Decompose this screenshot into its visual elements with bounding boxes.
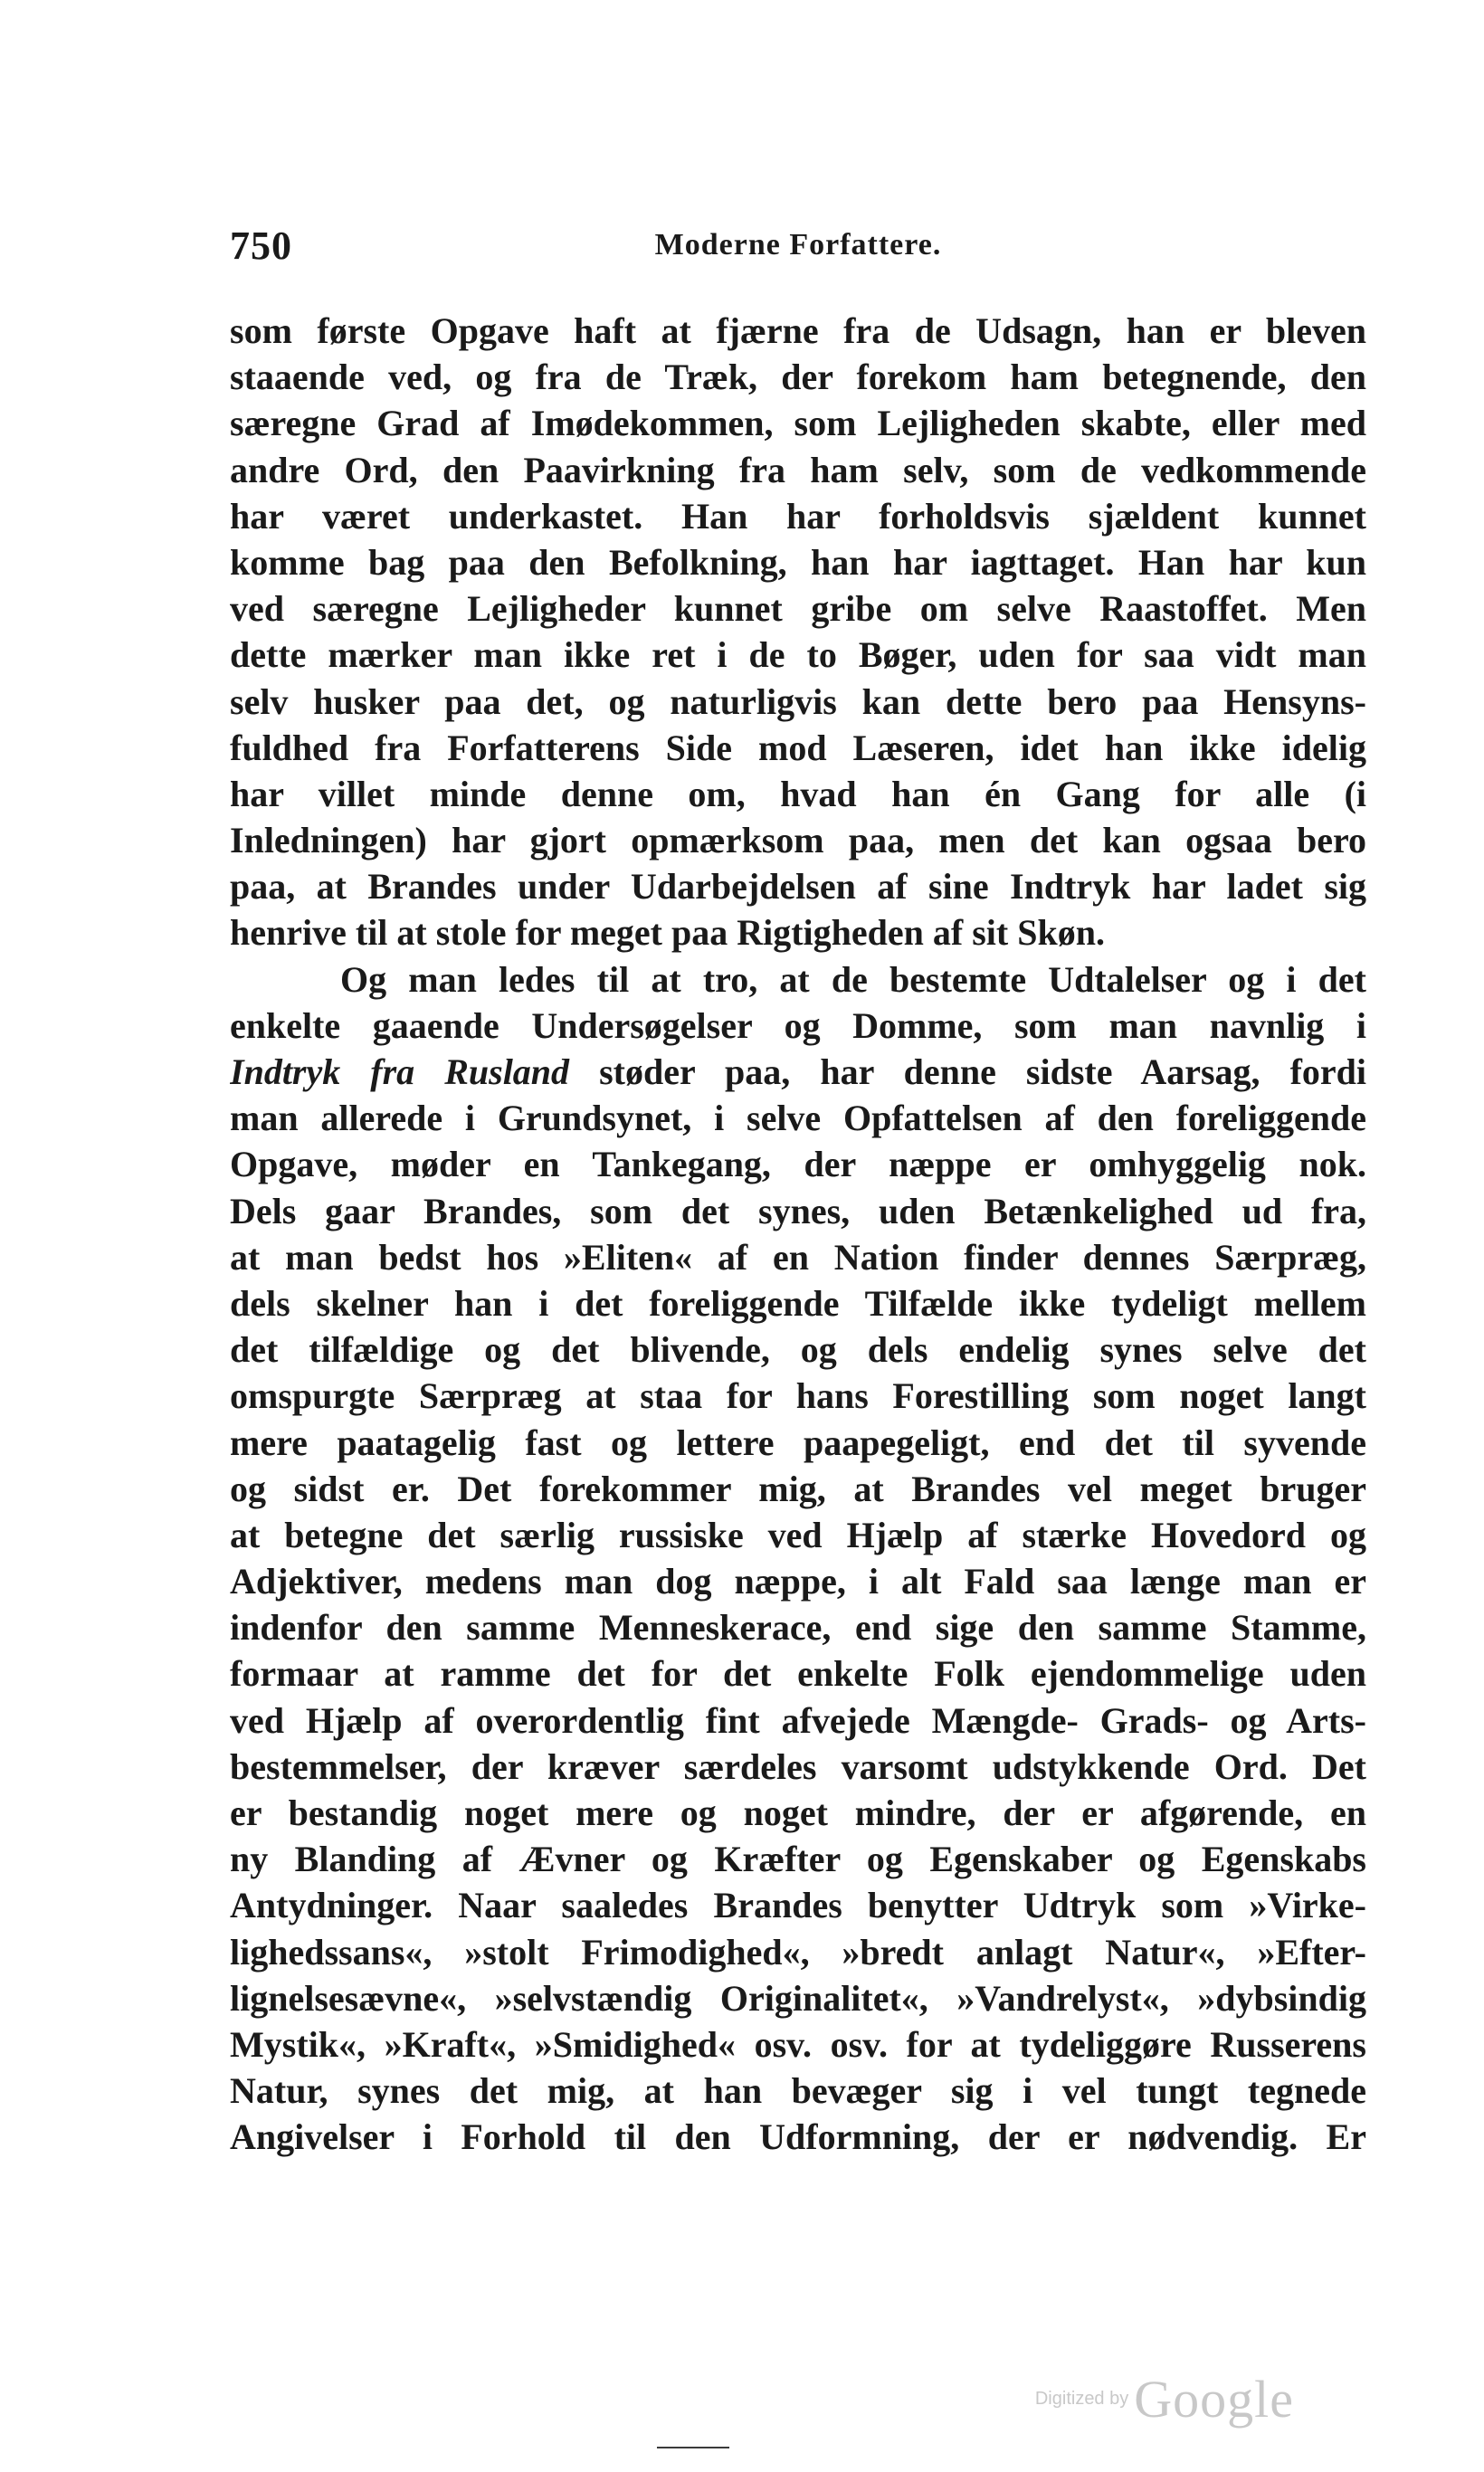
text-line: Natur, synes det mig, at han bevæger sig i vel tungt tegnede xyxy=(230,2070,1366,2112)
text-line: lighedssans«, »stolt Frimodighed«, »bredt anlagt Natur«, »Efter- xyxy=(230,1931,1366,1973)
text-line: bestemmelser, der kræver særdeles varsomt udstykkende Ord. Det xyxy=(230,1745,1366,1787)
text-line: omspurgte Særpræg at staa for hans Forestilling som noget langt xyxy=(230,1375,1366,1417)
text-line: mere paatagelig fast og lettere paapegeligt, end det til syvende xyxy=(230,1421,1366,1463)
text-line: indenfor den samme Menneskerace, end sige den samme Stamme, xyxy=(230,1607,1366,1649)
text-line: Dels gaar Brandes, som det synes, uden Betænkelighed ud fra, xyxy=(230,1190,1366,1231)
bottom-rule xyxy=(657,2447,729,2448)
text-line: fuldhed fra Forfatterens Side mod Læseren, idet han ikke idelig xyxy=(230,727,1366,768)
text-line: Opgave, møder en Tankegang, der næppe er omhyggelig nok. xyxy=(230,1144,1366,1185)
text-line: formaar at ramme det for det enkelte Folk ejendommelige uden xyxy=(230,1653,1366,1695)
text-line: man allerede i Grundsynet, i selve Opfattelsen af den foreliggende xyxy=(230,1098,1366,1139)
text-line: paa, at Brandes under Udarbejdelsen af sine Indtryk har ladet sig xyxy=(230,866,1366,908)
text-line: komme bag paa den Befolkning, han har iagttaget. Han har kun xyxy=(230,541,1366,583)
digitized-label: Digitized by xyxy=(1034,2389,1129,2409)
text-line: Angivelser i Forhold til den Udformning, der er nødvendig. Er xyxy=(230,2116,1366,2158)
running-title: Moderne Forfattere. xyxy=(654,228,942,261)
text-line: selv husker paa det, og naturligvis kan dette bero paa Hensyns- xyxy=(230,680,1366,722)
text-line: som første Opgave haft at fjærne fra de Udsagn, han er bleven xyxy=(230,310,1366,351)
google-logo: Google xyxy=(1134,2370,1294,2429)
text-line: og sidst er. Det forekommer mig, at Brandes vel meget bruger xyxy=(230,1468,1366,1509)
text-line: lignelsesævne«, »selvstændig Originalitet«, »Vandrelyst«, »dybsindig xyxy=(230,1977,1366,2019)
text-line: Inledningen) har gjort opmærksom paa, men det kan ogsaa bero xyxy=(230,820,1366,861)
text-line: Antydninger. Naar saaledes Brandes benytter Udtryk som »Virke- xyxy=(230,1885,1366,1926)
text-line: er bestandig noget mere og noget mindre, der er afgørende, en xyxy=(230,1792,1366,1833)
text-line: dels skelner han i det foreliggende Tilfælde ikke tydeligt mellem xyxy=(230,1282,1366,1324)
text-line: Indtryk fra Rusland støder paa, har denne sidste Aarsag, fordi xyxy=(230,1051,1366,1092)
page-number: 750 xyxy=(230,223,292,268)
paragraph-start-line: Og man ledes til at tro, at de bestemte Udtalelser og i det xyxy=(340,958,1366,1000)
text-line: staaende ved, og fra de Træk, der forekom ham betegnende, den xyxy=(230,357,1366,398)
text-line: henrive til at stole for meget paa Rigtigheden af sit Skøn. xyxy=(230,912,1105,954)
text-line: det tilfældige og det blivende, og dels endelig synes selve det xyxy=(230,1329,1366,1371)
text-line: andre Ord, den Paavirkning fra ham selv, som de vedkommende xyxy=(230,449,1366,490)
text-line: ny Blanding af Ævner og Kræfter og Egenskaber og Egenskabs xyxy=(230,1839,1366,1880)
body-text xyxy=(230,308,1366,2161)
text-line: Adjektiver, medens man dog næppe, i alt Fald saa længe man er xyxy=(230,1561,1366,1602)
text-line: ved Hjælp af overordentlig fint afvejede Mængde- Grads- og Arts- xyxy=(230,1699,1366,1741)
text-line: Mystik«, »Kraft«, »Smidighed« osv. osv. for at tydeliggøre Russerens xyxy=(230,2023,1366,2065)
text-line: ved særegne Lejligheder kunnet gribe om selve Raastoffet. Men xyxy=(230,588,1366,630)
text-line: dette mærker man ikke ret i de to Bøger, uden for saa vidt man xyxy=(230,634,1366,676)
text-line: at man bedst hos »Eliten« af en Nation finder dennes Særpræg, xyxy=(230,1236,1366,1278)
book-title-italic: Indtryk fra Rusland xyxy=(230,1051,570,1092)
text-line: har været underkastet. Han har forholdsvis sjældent kunnet xyxy=(230,495,1366,537)
text-line: enkelte gaaende Undersøgelser og Domme, som man navnlig i xyxy=(230,1004,1366,1046)
text-line: at betegne det særlig russiske ved Hjælp af stærke Hovedord og xyxy=(230,1514,1366,1555)
text-line: har villet minde denne om, hvad han én Gang for alle (i xyxy=(230,773,1366,814)
text-line: særegne Grad af Imødekommen, som Lejligheden skabte, eller med xyxy=(230,403,1366,444)
running-head xyxy=(230,223,1366,277)
digitized-by-google-watermark xyxy=(1034,2369,1294,2429)
